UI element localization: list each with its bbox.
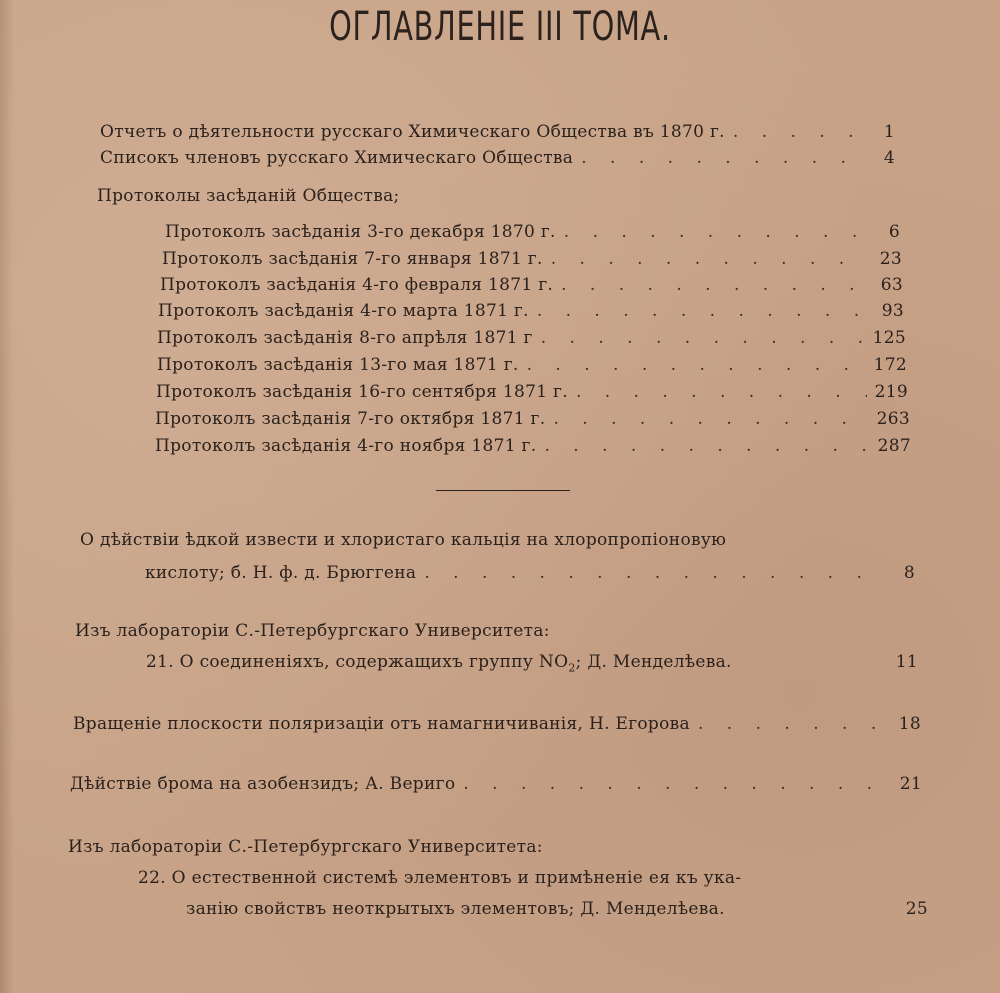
entry-page: 11 [895, 652, 918, 672]
entry-label: Протоколъ засѣданія 13-го мая 1871 г. [157, 355, 519, 375]
entry-label: Протоколъ засѣданія 7-го октября 1871 г. [155, 409, 546, 429]
toc-entry-report [100, 122, 895, 142]
entry-page: 18 [898, 714, 921, 734]
entry-label: занію свойствъ неоткрытыхъ элементовъ; Д. Менделѣева. [186, 899, 725, 919]
toc-entry-members [100, 148, 895, 168]
entry-label: Списокъ членовъ русскаго Химическаго Общества [100, 148, 574, 168]
article-bruggen-line1: О дѣйствіи ѣдкой извести и хлористаго кальція на хлоропропіоновую [80, 530, 727, 550]
article-mendeleev-no2 [146, 652, 918, 674]
article-mendeleev-system [186, 899, 928, 919]
entry-label: Протоколъ засѣданія 4-го ноября 1871 г. [155, 436, 537, 456]
protocol-entry [158, 301, 904, 321]
article-egorov [73, 714, 921, 734]
leader-dots [463, 774, 884, 794]
entry-page: 287 [877, 436, 911, 456]
entry-page: 263 [876, 409, 910, 429]
leader-dots [733, 122, 857, 142]
entry-page: 8 [903, 563, 915, 583]
entry-page: 21 [899, 774, 922, 794]
protocol-entry [156, 382, 908, 402]
leader-dots [561, 275, 865, 295]
article-verigo [70, 774, 922, 794]
article-mendeleev-system-line1: 22. О естественной системѣ элементовъ и примѣненіе ея къ ука- [138, 868, 742, 888]
lab-heading-1: Изъ лабораторіи С.-Петербургскаго Университета: [75, 621, 550, 641]
entry-label: 21. О соединеніяхъ, содержащихъ группу $NO_2$; Д. Менделѣева. [146, 652, 732, 675]
entry-label: Протоколъ засѣданія 16-го сентября 1871 г. [156, 382, 568, 402]
entry-label: Дѣйствіе брома на азобензидъ; А. Вериго [70, 774, 456, 794]
entry-page: 125 [872, 328, 906, 348]
protocol-entry [155, 436, 911, 456]
leader-dots [576, 382, 867, 402]
entry-label: Протоколъ засѣданія 8-го апрѣля 1871 г [157, 328, 533, 348]
leader-dots [581, 148, 857, 168]
leader-dots [527, 355, 866, 375]
protocol-entry [165, 222, 900, 242]
leader-dots [553, 409, 868, 429]
entry-page: 219 [874, 382, 908, 402]
leader-dots [698, 714, 883, 734]
article-bruggen [145, 563, 915, 583]
leader-dots [537, 301, 866, 321]
entry-label: Протоколъ засѣданія 7-го января 1871 г. [162, 249, 543, 269]
entry-page: 25 [905, 899, 928, 919]
leader-dots [551, 249, 864, 269]
leader-dots [424, 563, 877, 583]
entry-page: 63 [880, 275, 903, 295]
section-divider [436, 490, 570, 491]
entry-page: 172 [873, 355, 907, 375]
entry-label: Протоколъ засѣданія 4-го марта 1871 г. [158, 301, 529, 321]
entry-label: Вращеніе плоскости поляризаціи отъ намагничиванія, Н. Егорова [73, 714, 690, 734]
entry-label: Протоколъ засѣданія 4-го февраля 1871 г. [160, 275, 554, 295]
protocol-entry [155, 409, 910, 429]
entry-page: 4 [883, 148, 895, 168]
leader-dots [541, 328, 865, 348]
entry-page: 6 [888, 222, 900, 242]
entry-page: 1 [883, 122, 895, 142]
leader-dots [544, 436, 869, 456]
leader-dots [564, 222, 862, 242]
lab-heading-2: Изъ лабораторіи С.-Петербургскаго Университета: [68, 837, 543, 857]
page-title: ОГЛАВЛЕНІЕ III ТОМА. [329, 4, 671, 50]
protocol-entry [160, 275, 903, 295]
entry-label: Протоколъ засѣданія 3-го декабря 1870 г. [165, 222, 556, 242]
entry-page: 93 [881, 301, 904, 321]
entry-page: 23 [879, 249, 902, 269]
protocols-heading: Протоколы засѣданій Общества; [97, 186, 400, 206]
entry-label: кислоту; б. Н. ф. д. Брюггена [145, 563, 417, 583]
entry-label: Отчетъ о дѣятельности русскаго Химическаго Общества въ 1870 г. [100, 122, 725, 142]
protocol-entry [162, 249, 902, 269]
protocol-entry [157, 355, 907, 375]
protocol-entry [157, 328, 906, 348]
